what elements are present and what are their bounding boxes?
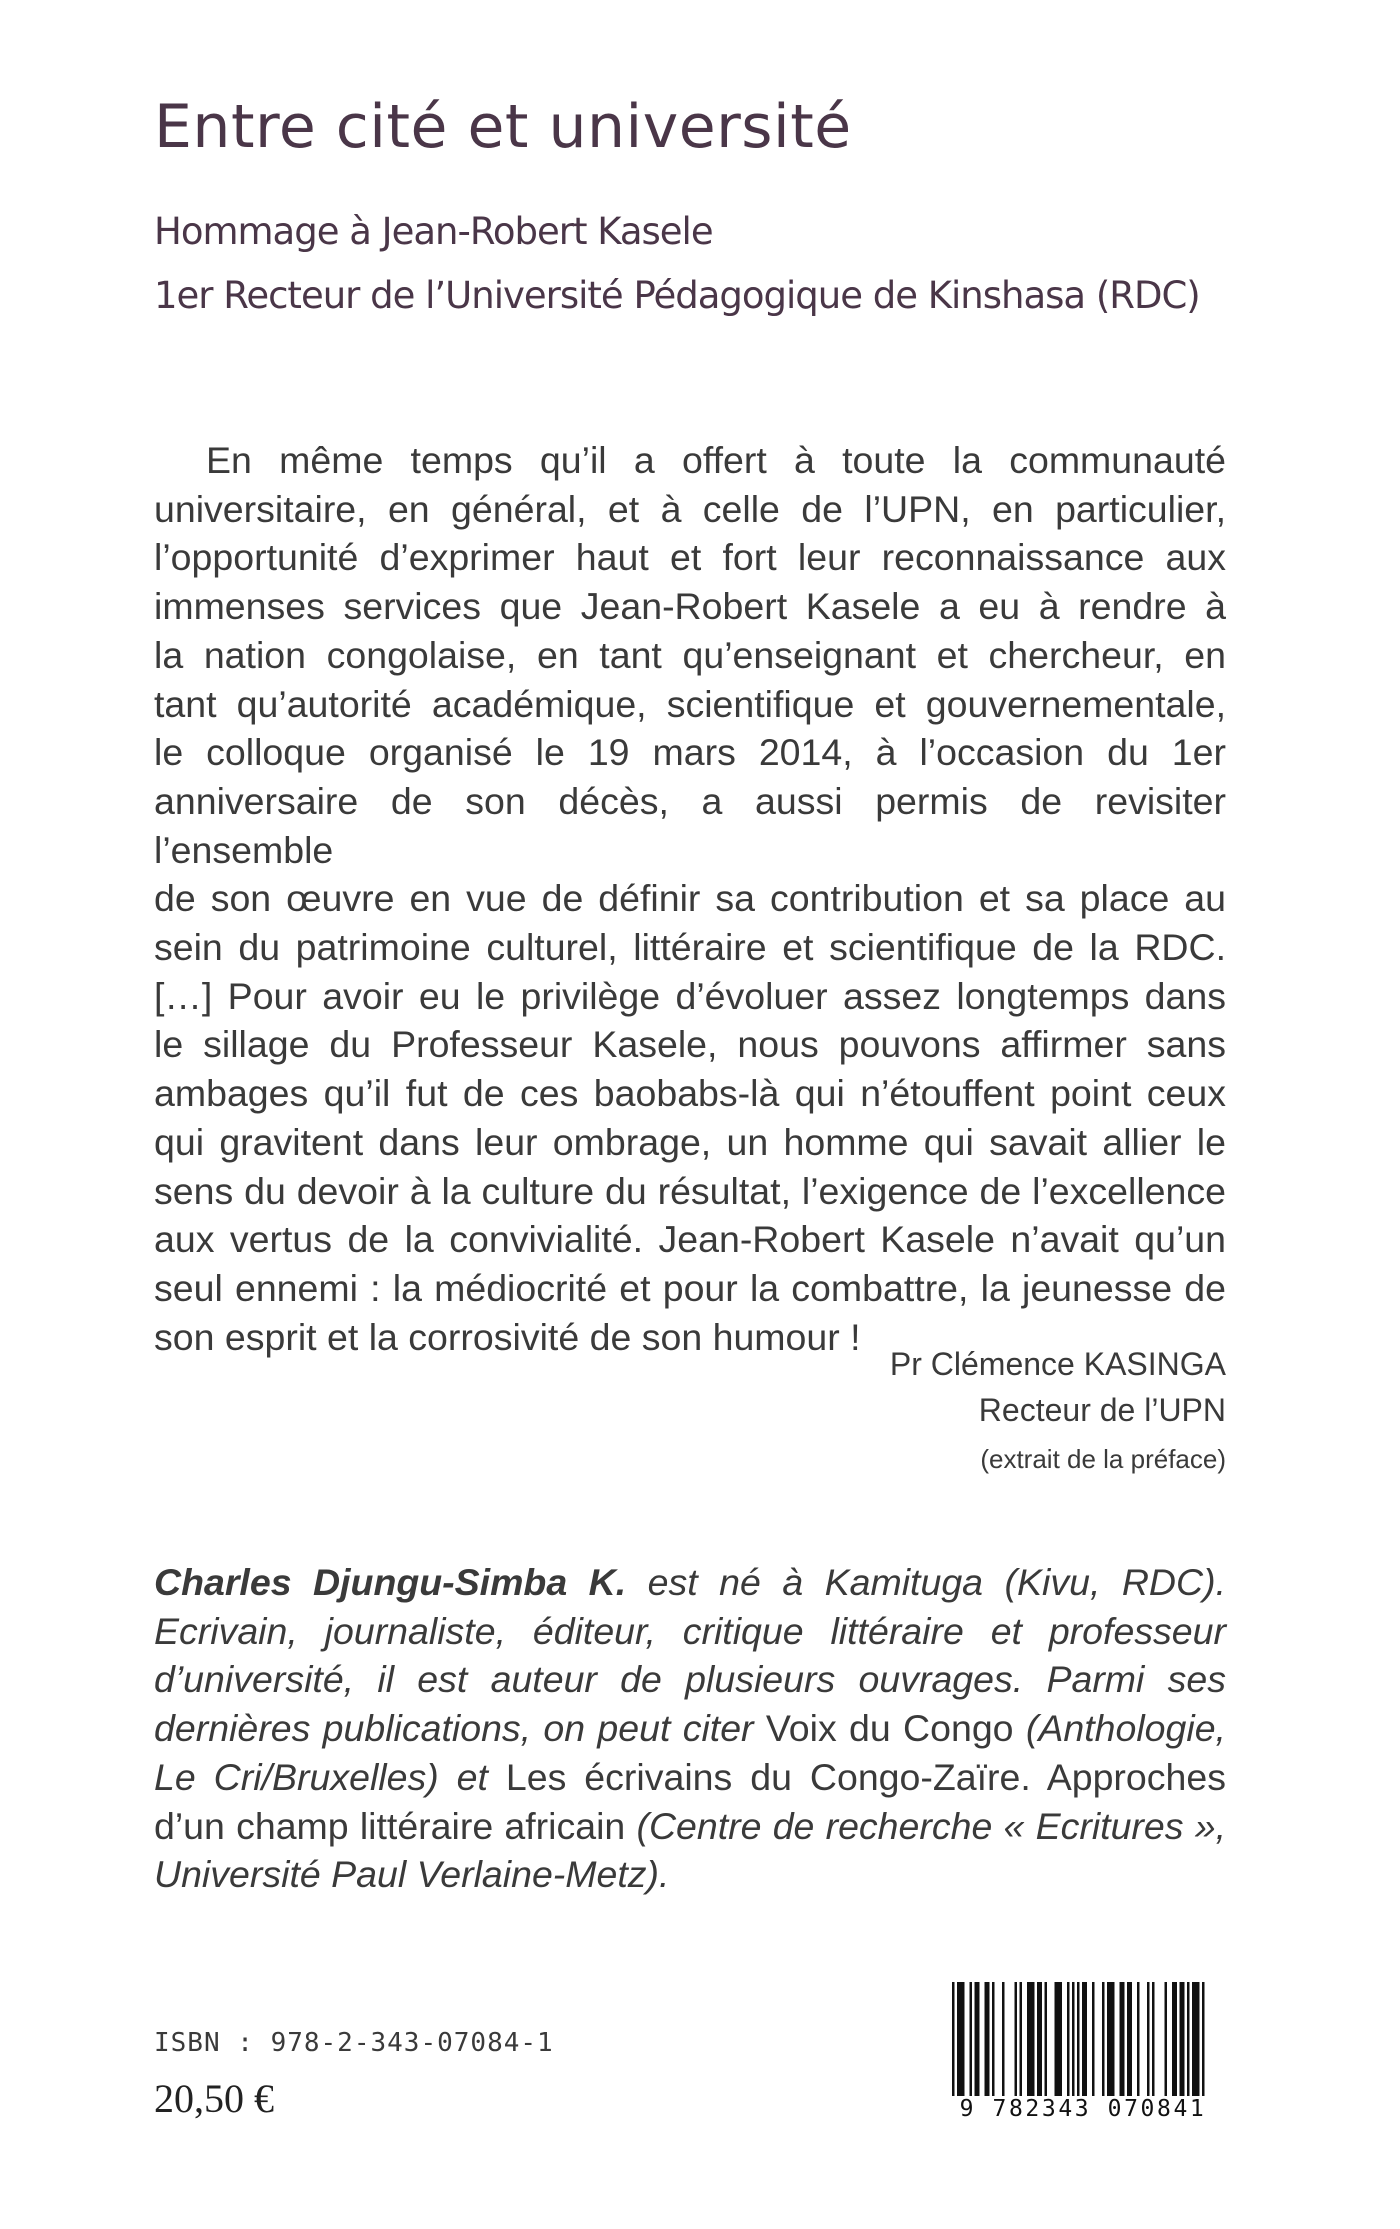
excerpt-line: immenses services que Jean-Robert Kasele a eu à rendre à [154,585,1226,628]
excerpt-line: le colloque organisé le 19 mars 2014, à l’occasion du 1er [154,731,1226,774]
excerpt-line: anniversaire de son décès, a aussi permis de revisiter l’ensemble [154,779,1226,871]
barcode-bar [1127,1982,1132,2100]
bio-line: Ecrivain, journaliste, éditeur, critique littéraire et professeur [154,1609,1226,1652]
barcode [948,1982,1218,2132]
barcode-bar [1045,1982,1048,2100]
excerpt-line: sein du patrimoine culturel, littéraire et scientifique de la RDC. [154,926,1226,969]
barcode-digits: 9 782343 070841 [948,2096,1218,2122]
barcode-bar [1187,1982,1190,2100]
barcode-bar [1180,1982,1185,2100]
barcode-bar [1015,1982,1018,2100]
excerpt-line: seul ennemi : la médiocrité et pour la combattre, la jeunesse de [154,1266,1226,1309]
excerpt-line: son esprit et la corrosivité de son humour ! [154,1315,861,1358]
barcode-bar [1102,1982,1105,2100]
barcode-bar [1067,1982,1070,2100]
author-bio [154,1558,1226,1899]
bio-line: d’université, il est auteur de plusieurs ouvrages. Parmi ses [154,1658,1226,1701]
barcode-bar [1020,1982,1023,2100]
barcode-bar [1037,1982,1042,2100]
excerpt-line: tant qu’autorité académique, scientifique et gouvernementale, [154,682,1226,725]
barcode-bar [1092,1982,1095,2100]
barcode-bar [975,1982,980,2100]
bio-line: Université Paul Verlaine-Metz). [154,1853,670,1896]
barcode-bar [970,1982,973,2100]
barcode-bar [1120,1982,1125,2100]
barcode-bar [1192,1982,1200,2100]
barcode-bar [1202,1982,1205,2100]
barcode-bars [948,1982,1218,2100]
subtitle-line-1: Hommage à Jean-Robert Kasele [154,210,713,253]
excerpt-line: aux vertus de la convivialité. Jean-Robert Kasele n’avait qu’un [154,1218,1226,1261]
barcode-bar [1152,1982,1155,2100]
book-subtitle [154,200,1200,328]
bio-line: Charles Djungu-Simba K. est né à Kamituga (Kivu, RDC). [154,1561,1226,1603]
excerpt-line: universitaire, en général, et à celle de l’UPN, en particulier, [154,487,1226,530]
signatory-role: Recteur de l’UPN [978,1392,1226,1428]
subtitle-line-2: 1er Recteur de l’Université Pédagogique de Kinshasa (RDC) [154,274,1200,317]
preface-signature [700,1341,1226,1481]
bio-line: d’un champ littéraire africain (Centre de recherche « Ecritures », [154,1804,1226,1847]
excerpt-line: ambages qu’il fut de ces baobabs-là qui n’étouffent point ceux [154,1072,1226,1115]
book-title: Entre cité et université [154,92,852,162]
author-name: Charles Djungu-Simba K. [154,1561,627,1603]
barcode-bar [1077,1982,1080,2100]
barcode-bar [1002,1982,1005,2100]
barcode-bar [992,1982,995,2100]
barcode-bar [1082,1982,1087,2100]
barcode-bar [952,1982,955,2100]
barcode-bar [1165,1982,1168,2100]
signatory-name: Pr Clémence KASINGA [889,1346,1226,1382]
barcode-bar [985,1982,990,2100]
excerpt-note: (extrait de la préface) [980,1444,1226,1474]
barcode-bar [1137,1982,1140,2100]
excerpt-line: la nation congolaise, en tant qu’enseignant et chercheur, en [154,633,1226,676]
barcode-bar [1147,1982,1150,2100]
barcode-bar [1072,1982,1075,2100]
excerpt-line: le sillage du Professeur Kasele, nous pouvons affirmer sans [154,1023,1226,1066]
barcode-bar [1027,1982,1035,2100]
excerpt-line: sens du devoir à la culture du résultat, l’exigence de l’excellence [154,1169,1226,1212]
barcode-bar [957,1982,965,2100]
excerpt-line: l’opportunité d’exprimer haut et fort leur reconnaissance aux [154,536,1226,579]
excerpt-line: En même temps qu’il a offert à toute la communauté [206,439,1226,481]
excerpt-line: de son œuvre en vue de définir sa contribution et sa place au [154,877,1226,920]
bio-line: dernières publications, on peut citer Voix du Congo (Anthologie, [154,1707,1226,1750]
barcode-bar [1172,1982,1177,2100]
isbn: ISBN : 978-2-343-07084-1 [154,2028,554,2058]
excerpt-line: […] Pour avoir eu le privilège d’évoluer assez longtemps dans [154,974,1226,1017]
bio-line: Le Cri/Bruxelles) et Les écrivains du Congo-Zaïre. Approches [154,1755,1226,1798]
barcode-bar [1055,1982,1063,2100]
preface-excerpt [154,436,1226,1361]
barcode-bar [1107,1982,1115,2100]
price: 20,50 € [154,2076,274,2121]
excerpt-line: qui gravitent dans leur ombrage, un homme qui savait allier le [154,1120,1226,1163]
